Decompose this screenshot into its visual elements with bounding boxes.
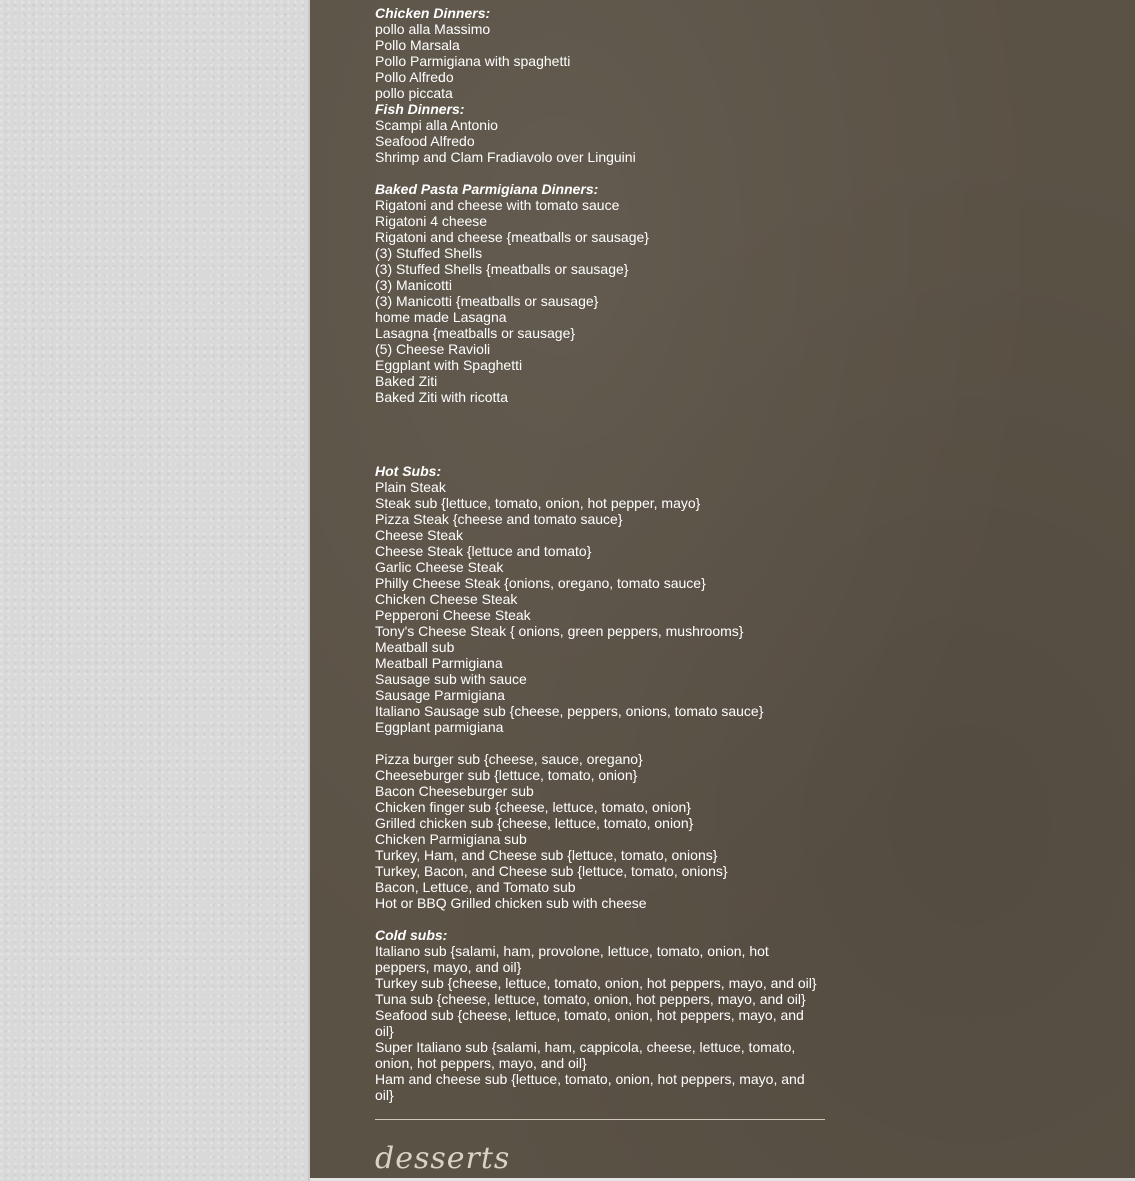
menu-item: Eggplant parmigiana: [375, 719, 504, 735]
desserts-heading: desserts: [375, 1141, 511, 1176]
menu-item: Lasagna {meatballs or sausage}: [375, 325, 576, 341]
menu-item: pollo alla Massimo: [375, 21, 491, 37]
menu-item: Hot or BBQ Grilled chicken sub with cheese: [375, 895, 647, 911]
menu-item: Rigatoni and cheese with tomato sauce: [375, 197, 620, 213]
menu-item: Seafood sub {cheese, lettuce, tomato, onion, hot peppers, mayo, and oil}: [375, 1007, 804, 1039]
spacer: [375, 405, 825, 463]
menu-item: Scampi alla Antonio: [375, 117, 498, 133]
left-sidebar-panel: [0, 0, 310, 1181]
menu-item: Super Italiano sub {salami, ham, cappicola, cheese, lettuce, tomato, onion, hot peppers, mayo, and oil}: [375, 1039, 796, 1071]
menu-item: Sausage Parmigiana: [375, 687, 505, 703]
menu-item: Bacon, Lettuce, and Tomato sub: [375, 879, 576, 895]
menu-item: Chicken Parmigiana sub: [375, 831, 527, 847]
menu-item: (5) Cheese Ravioli: [375, 341, 491, 357]
menu-item: Turkey, Bacon, and Cheese sub {lettuce, tomato, onions}: [375, 863, 728, 879]
menu-item: Cheeseburger sub {lettuce, tomato, onion}: [375, 767, 638, 783]
menu-item: Meatball sub: [375, 639, 455, 655]
menu-item: Tony's Cheese Steak { onions, green peppers, mushrooms}: [375, 623, 744, 639]
menu-item: Chicken finger sub {cheese, lettuce, tomato, onion}: [375, 799, 691, 815]
menu-item: Pollo Alfredo: [375, 69, 454, 85]
menu-item: Italiano sub {salami, ham, provolone, lettuce, tomato, onion, hot peppers, mayo, and oil}: [375, 943, 769, 975]
fish-list: [375, 117, 825, 165]
cold-subs-list: [375, 943, 825, 1103]
hot-subs-list-b: [375, 751, 825, 911]
menu-item: Rigatoni 4 cheese: [375, 213, 488, 229]
pasta-list: [375, 197, 825, 405]
menu-item: Tuna sub {cheese, lettuce, tomato, onion, hot peppers, mayo, and oil}: [375, 991, 806, 1007]
menu-content: [375, 5, 825, 1176]
menu-item: Plain Steak: [375, 479, 446, 495]
menu-item: (3) Stuffed Shells: [375, 245, 483, 261]
menu-item: Chicken Cheese Steak: [375, 591, 518, 607]
menu-item: Eggplant with Spaghetti: [375, 357, 523, 373]
menu-item: Pollo Marsala: [375, 37, 460, 53]
section-heading-chicken: Chicken Dinners:: [375, 5, 491, 21]
menu-item: Baked Ziti with ricotta: [375, 389, 509, 405]
spacer: [375, 735, 825, 751]
menu-item: Turkey, Ham, and Cheese sub {lettuce, tomato, onions}: [375, 847, 718, 863]
hot-subs-list-a: [375, 479, 825, 735]
menu-item: Turkey sub {cheese, lettuce, tomato, onion, hot peppers, mayo, and oil}: [375, 975, 817, 991]
menu-item: Pepperoni Cheese Steak: [375, 607, 531, 623]
spacer: [375, 165, 825, 181]
menu-item: Bacon Cheeseburger sub: [375, 783, 534, 799]
section-heading-hot-subs: Hot Subs:: [375, 463, 442, 479]
menu-item: Garlic Cheese Steak: [375, 559, 504, 575]
menu-item: home made Lasagna: [375, 309, 507, 325]
menu-item: Seafood Alfredo: [375, 133, 475, 149]
menu-item: Grilled chicken sub {cheese, lettuce, tomato, onion}: [375, 815, 694, 831]
section-heading-pasta: Baked Pasta Parmigiana Dinners:: [375, 181, 599, 197]
section-heading-fish: Fish Dinners:: [375, 101, 465, 117]
section-divider: [375, 1119, 825, 1120]
menu-item: Pollo Parmigiana with spaghetti: [375, 53, 571, 69]
menu-item: (3) Manicotti: [375, 277, 453, 293]
menu-item: Cheese Steak {lettuce and tomato}: [375, 543, 592, 559]
menu-item: Italiano Sausage sub {cheese, peppers, onions, tomato sauce}: [375, 703, 764, 719]
menu-item: Pizza Steak {cheese and tomato sauce}: [375, 511, 623, 527]
menu-item: (3) Stuffed Shells {meatballs or sausage}: [375, 261, 629, 277]
chicken-list: [375, 21, 825, 101]
menu-item: Sausage sub with sauce: [375, 671, 527, 687]
menu-item: Baked Ziti: [375, 373, 438, 389]
menu-item: Shrimp and Clam Fradiavolo over Linguini: [375, 149, 636, 165]
menu-item: Cheese Steak: [375, 527, 463, 543]
menu-item: Pizza burger sub {cheese, sauce, oregano}: [375, 751, 643, 767]
menu-item: Meatball Parmigiana: [375, 655, 503, 671]
menu-item: Rigatoni and cheese {meatballs or sausage}: [375, 229, 649, 245]
menu-item: Philly Cheese Steak {onions, oregano, tomato sauce}: [375, 575, 706, 591]
menu-item: pollo piccata: [375, 85, 453, 101]
section-heading-cold-subs: Cold subs:: [375, 927, 448, 943]
spacer: [375, 911, 825, 927]
menu-item: (3) Manicotti {meatballs or sausage}: [375, 293, 599, 309]
menu-item: Ham and cheese sub {lettuce, tomato, onion, hot peppers, mayo, and oil}: [375, 1071, 805, 1103]
menu-item: Steak sub {lettuce, tomato, onion, hot pepper, mayo}: [375, 495, 701, 511]
